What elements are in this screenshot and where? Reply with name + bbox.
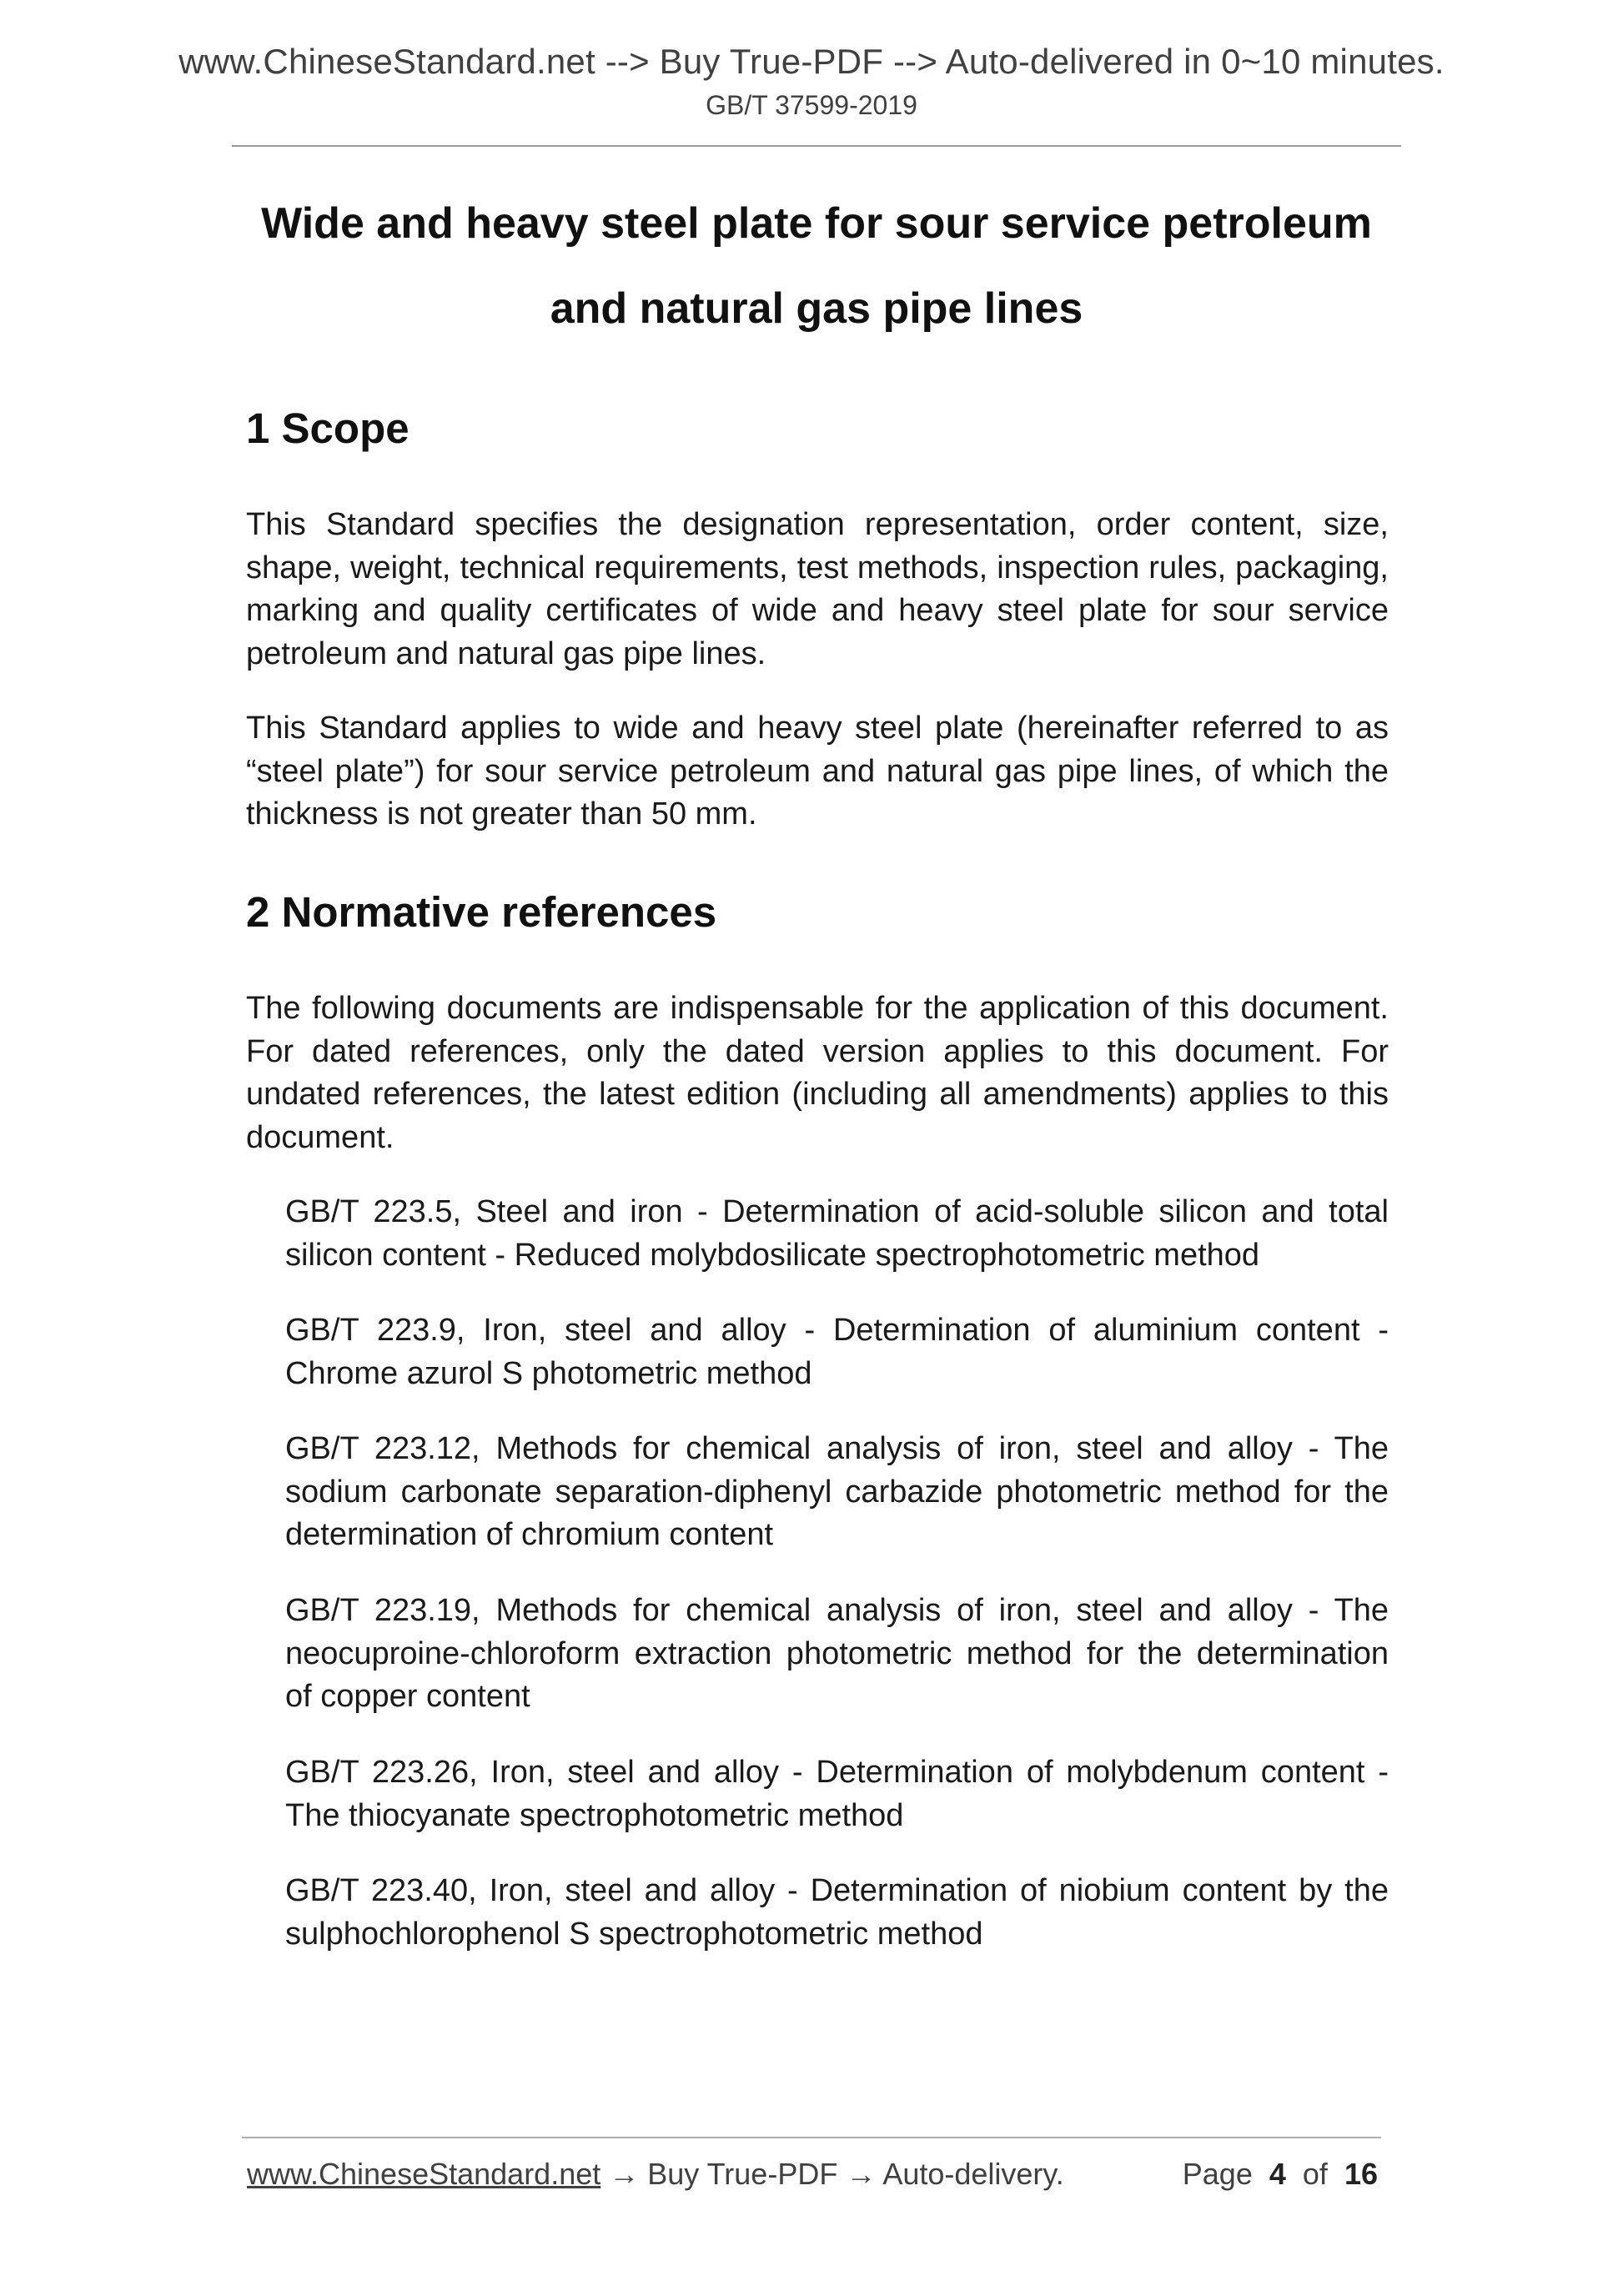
reference-item: GB/T 223.12, Methods for chemical analysis of iron, steel and alloy - The sodium carbonate separation-diphenyl carbazide photometric method for the determination of chromium content [285,1431,1389,1552]
references-intro-paragraph: The following documents are indispensable for the application of this document. For dated references, only the dated version applies to this document. For undated references, the latest edition (including all amendments) applies to this document. [246,991,1389,1155]
scope-paragraph-1: This Standard specifies the designation representation, order content, size, shape, weight, technical requirements, test methods, inspection rules, packaging, marking and quality certificates of wide and heavy steel plate for sour service petroleum and natural gas pipe lines. [246,507,1389,671]
reference-item: GB/T 223.40, Iron, steel and alloy - Determination of niobium content by the sulphochlorophenol S spectrophotometric method [285,1873,1389,1952]
section-heading-scope: 1 Scope [246,404,410,452]
page-indicator [1183,2157,1378,2192]
document-title-line2: and natural gas pipe lines [550,284,1083,333]
scope-paragraph-2: This Standard applies to wide and heavy steel plate (hereinafter referred to as “steel plate”) for sour service petroleum and natural gas pipe lines, of which the thickness is not greater than 50 mm. [246,711,1389,831]
section-heading-normative-references: 2 Normative references [246,888,717,936]
reference-item: GB/T 223.5, Steel and iron - Determination of acid-soluble silicon and total silicon content - Reduced molybdosilicate spectrophotometric method [285,1194,1389,1273]
page-of-label: of [1302,2157,1328,2191]
page-total: 16 [1344,2157,1378,2191]
header-divider [232,145,1401,147]
footer-website-link[interactable]: www.ChineseStandard.net [247,2157,601,2191]
standard-code: GB/T 37599-2019 [706,90,917,120]
footer-tagline: → Buy True-PDF → Auto-delivery. [600,2157,1064,2191]
footer-divider [242,2137,1381,2138]
footer-left [247,2157,1064,2192]
reference-item: GB/T 223.19, Methods for chemical analysis of iron, steel and alloy - The neocuproine-chloroform extraction photometric method for the determination of copper content [285,1593,1389,1714]
document-title-line1: Wide and heavy steel plate for sour service petroleum [261,199,1372,248]
reference-item: GB/T 223.9, Iron, steel and alloy - Determination of aluminium content - Chrome azurol S photometric method [285,1313,1389,1391]
header-banner: www.ChineseStandard.net --> Buy True-PDF --> Auto-delivered in 0~10 minutes. [178,42,1445,81]
page-number: 4 [1269,2157,1286,2191]
reference-item: GB/T 223.26, Iron, steel and alloy - Determination of molybdenum content - The thiocyanate spectrophotometric method [285,1755,1389,1833]
page-label: Page [1182,2157,1253,2191]
